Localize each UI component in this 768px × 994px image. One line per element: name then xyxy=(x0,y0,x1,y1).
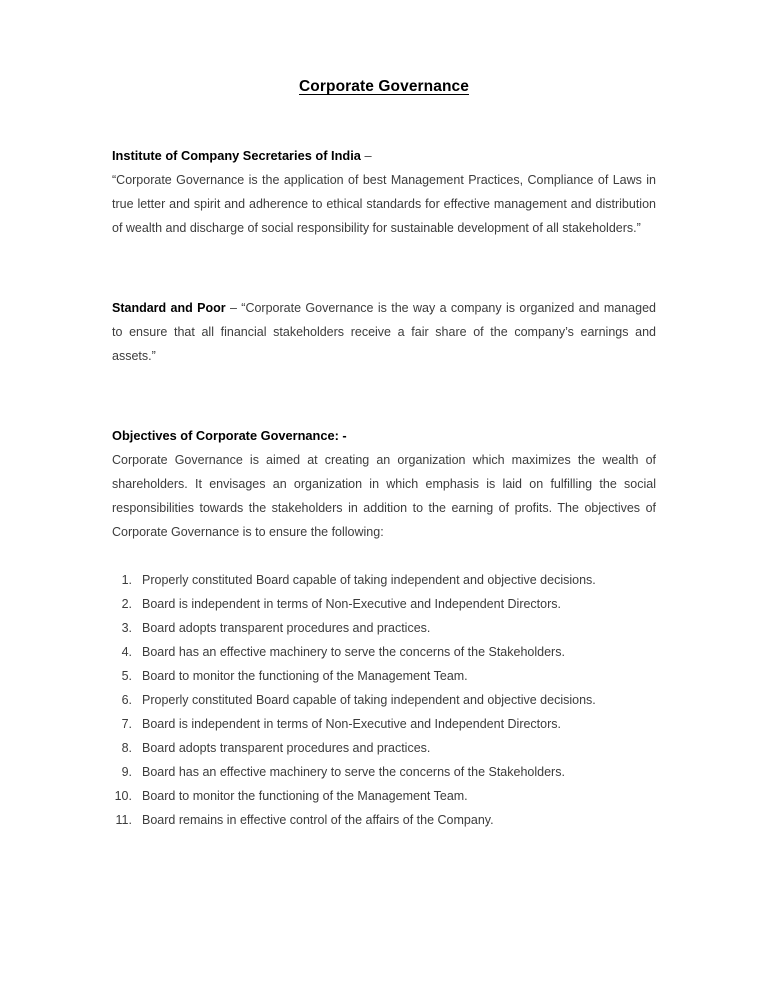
objectives-intro-text: Corporate Governance is aimed at creating an organization which maximizes the wealth of shareholders. It envisages an organization in which emphasis is laid on fulfilling the social responsibilities towards the stakeholders in addition to the earning of profits. The objectives of Corporate Governance is to ensure the following: xyxy=(112,453,656,539)
section-objectives xyxy=(112,424,656,544)
list-item: Board adopts transparent procedures and practices. xyxy=(142,621,431,635)
page-title-text: Corporate Governance xyxy=(299,78,469,95)
spacer xyxy=(112,368,656,424)
objectives-list xyxy=(112,568,656,832)
icsi-heading-label: Institute of Company Secretaries of India xyxy=(112,148,361,163)
list-item: Board to monitor the functioning of the Management Team. xyxy=(142,669,468,683)
standard-and-poor-label: Standard and Poor xyxy=(112,301,226,315)
icsi-heading-dash: – xyxy=(360,148,372,163)
list-item: Board to monitor the functioning of the Management Team. xyxy=(142,789,468,803)
section-standard-and-poor xyxy=(112,296,656,368)
list-item: Board has an effective machinery to serve the concerns of the Stakeholders. xyxy=(142,645,565,659)
list-item: Board remains in effective control of the affairs of the Company. xyxy=(142,813,494,827)
standard-and-poor-paragraph xyxy=(112,296,656,368)
icsi-definition-text: “Corporate Governance is the application of best Management Practices, Compliance of Laws in true letter and spirit and adherence to ethical standards for effective management and distribution of wealth and discharge of social responsibility for sustainable development of all stakeholders.” xyxy=(112,173,656,235)
list-item: Board is independent in terms of Non-Executive and Independent Directors. xyxy=(142,597,561,611)
objectives-heading: Objectives of Corporate Governance: - xyxy=(112,428,347,443)
spacer xyxy=(112,240,656,296)
standard-and-poor-definition-text: – “Corporate Governance is the way a company is organized and managed to ensure that all financial stakeholders receive a fair share of the company’s earnings and assets.” xyxy=(112,301,656,363)
page-title xyxy=(112,0,656,96)
list-item: Properly constituted Board capable of taking independent and objective decisions. xyxy=(142,693,596,707)
icsi-heading xyxy=(112,144,656,168)
list-item: Board adopts transparent procedures and practices. xyxy=(142,741,431,755)
spacer xyxy=(112,544,656,568)
list-item: Board is independent in terms of Non-Executive and Independent Directors. xyxy=(142,717,561,731)
spacer xyxy=(112,96,656,144)
document-body xyxy=(112,0,656,832)
list-item: Properly constituted Board capable of taking independent and objective decisions. xyxy=(142,573,596,587)
section-icsi xyxy=(112,144,656,240)
list-item: Board has an effective machinery to serve the concerns of the Stakeholders. xyxy=(142,765,565,779)
